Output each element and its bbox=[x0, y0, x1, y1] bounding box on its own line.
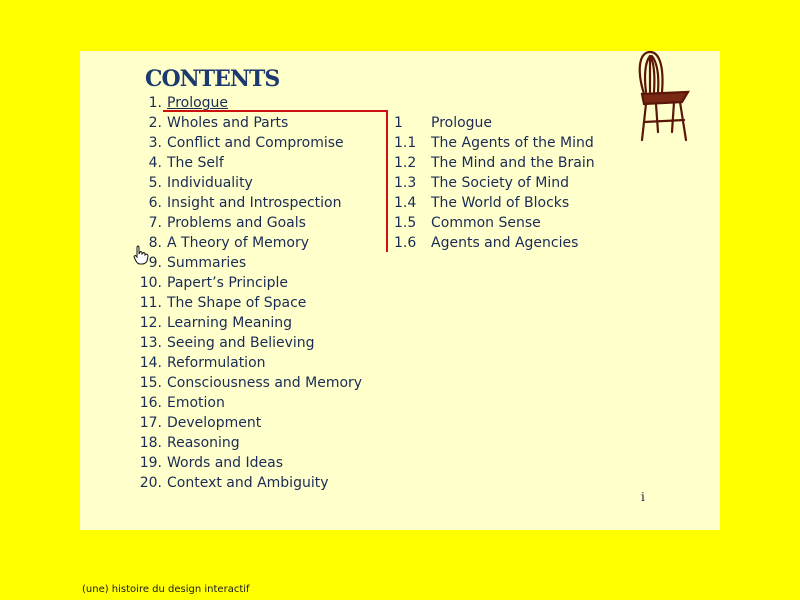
toc-item-number: 6. bbox=[148, 195, 162, 211]
toc-item-number: 13. bbox=[139, 335, 162, 351]
toc-item-label: Wholes and Parts bbox=[167, 115, 289, 131]
toc-item[interactable] bbox=[136, 353, 368, 373]
toc-item[interactable] bbox=[136, 93, 368, 113]
toc-item-label: Development bbox=[167, 415, 262, 431]
subsection-number: 1.5 bbox=[394, 215, 417, 231]
toc-item[interactable] bbox=[136, 473, 368, 493]
toc-item-label: A Theory of Memory bbox=[167, 235, 310, 251]
subsection-label: The Society of Mind bbox=[431, 175, 570, 191]
toc-item-label: The Shape of Space bbox=[167, 295, 307, 311]
toc-item[interactable] bbox=[136, 293, 368, 313]
subsection-label: Agents and Agencies bbox=[431, 235, 579, 251]
toc-item-label: Problems and Goals bbox=[167, 215, 306, 231]
toc-item-number: 8. bbox=[148, 235, 162, 251]
toc-item[interactable] bbox=[136, 173, 368, 193]
toc-item-number: 2. bbox=[148, 115, 162, 131]
toc-item-number: 5. bbox=[148, 175, 162, 191]
toc-item[interactable] bbox=[136, 393, 368, 413]
toc-item-number: 20. bbox=[139, 475, 162, 491]
toc-item[interactable] bbox=[136, 373, 368, 393]
toc-item[interactable] bbox=[136, 133, 368, 153]
chair-icon bbox=[632, 48, 694, 144]
hand-cursor-icon bbox=[133, 245, 149, 265]
toc-item-label: Emotion bbox=[167, 395, 225, 411]
subsection-label: The Mind and the Brain bbox=[431, 155, 595, 171]
toc-item-number: 14. bbox=[139, 355, 162, 371]
subsection-item[interactable] bbox=[394, 213, 614, 233]
toc-item[interactable] bbox=[136, 253, 368, 273]
subsection-item[interactable] bbox=[394, 233, 614, 253]
toc-item-label: Prologue bbox=[167, 95, 229, 111]
subsection-item[interactable] bbox=[394, 113, 614, 133]
toc-item-label: Reasoning bbox=[167, 435, 240, 451]
toc-item-number: 17. bbox=[139, 415, 162, 431]
toc-item[interactable] bbox=[136, 193, 368, 213]
toc-item-label: Words and Ideas bbox=[167, 455, 284, 471]
toc-item[interactable] bbox=[136, 313, 368, 333]
toc-item-number: 19. bbox=[139, 455, 162, 471]
toc-item[interactable] bbox=[136, 273, 368, 293]
toc-item-number: 11. bbox=[139, 295, 162, 311]
toc-item[interactable] bbox=[136, 153, 368, 173]
toc-item[interactable] bbox=[136, 113, 368, 133]
subsection-number: 1.4 bbox=[394, 195, 417, 211]
subsection-number: 1.6 bbox=[394, 235, 417, 251]
subsection-label: Prologue bbox=[431, 115, 493, 131]
toc-item[interactable] bbox=[136, 433, 368, 453]
toc-item-number: 9. bbox=[148, 255, 162, 271]
toc-item[interactable] bbox=[136, 213, 368, 233]
subsection-item[interactable] bbox=[394, 193, 614, 213]
toc-item-number: 12. bbox=[139, 315, 162, 331]
toc-item[interactable] bbox=[136, 453, 368, 473]
subsection-list bbox=[394, 113, 614, 253]
toc-item-label: Learning Meaning bbox=[167, 315, 293, 331]
subsection-label: Common Sense bbox=[431, 215, 541, 231]
toc-item-number: 15. bbox=[139, 375, 162, 391]
toc-item-number: 4. bbox=[148, 155, 162, 171]
subsection-label: The Agents of the Mind bbox=[431, 135, 594, 151]
toc-item[interactable] bbox=[136, 333, 368, 353]
toc-item-label: Insight and Introspection bbox=[167, 195, 342, 211]
toc-item-label: Context and Ambiguity bbox=[167, 475, 329, 491]
page-marker: i bbox=[641, 490, 645, 504]
subsection-number: 1.1 bbox=[394, 135, 417, 151]
toc-item-number: 3. bbox=[148, 135, 162, 151]
toc-item-number: 18. bbox=[139, 435, 162, 451]
subsection-number: 1.3 bbox=[394, 175, 417, 191]
page-title: CONTENTS bbox=[145, 66, 280, 92]
toc-item-label: The Self bbox=[167, 155, 224, 171]
toc-item-label: Individuality bbox=[167, 175, 253, 191]
subsection-number: 1.2 bbox=[394, 155, 417, 171]
subsection-number: 1 bbox=[394, 115, 403, 131]
toc-item-number: 1. bbox=[148, 95, 162, 111]
toc-item-label: Consciousness and Memory bbox=[167, 375, 363, 391]
toc-item[interactable] bbox=[136, 233, 368, 253]
toc-item-label: Reformulation bbox=[167, 355, 266, 371]
footer-caption: (une) histoire du design interactif bbox=[82, 584, 250, 595]
subsection-label: The World of Blocks bbox=[431, 195, 570, 211]
toc-item-number: 10. bbox=[139, 275, 162, 291]
subsection-item[interactable] bbox=[394, 173, 614, 193]
toc-list bbox=[136, 93, 368, 493]
toc-item-number: 16. bbox=[139, 395, 162, 411]
toc-item-number: 7. bbox=[148, 215, 162, 231]
toc-item-label: Summaries bbox=[167, 255, 247, 271]
subsection-item[interactable] bbox=[394, 133, 614, 153]
toc-item-label: Seeing and Believing bbox=[167, 335, 315, 351]
toc-item-label: Papert’s Principle bbox=[167, 275, 289, 291]
subsection-item[interactable] bbox=[394, 153, 614, 173]
toc-item-label: Conflict and Compromise bbox=[167, 135, 344, 151]
toc-item[interactable] bbox=[136, 413, 368, 433]
